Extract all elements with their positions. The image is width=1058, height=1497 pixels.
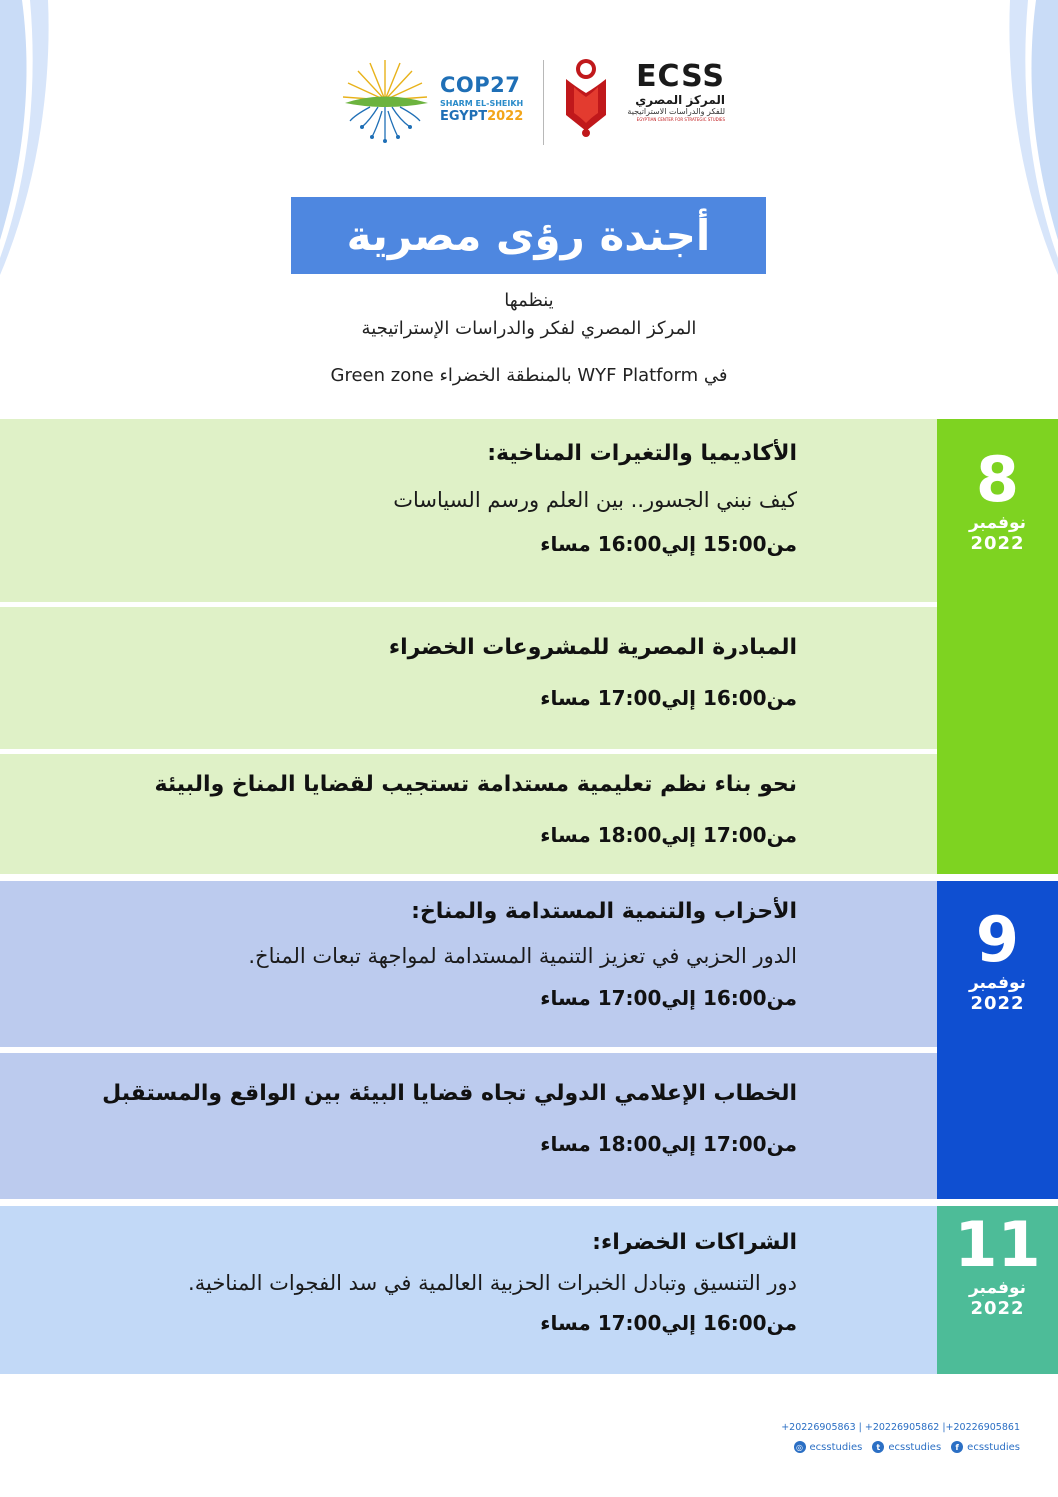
session-row [0, 881, 937, 1047]
session-subtitle: دور التنسيق وتبادل الخبرات الحزبية العالمية في سد الفجوات المناخية. [188, 1271, 797, 1295]
session-title: الأحزاب والتنمية المستدامة والمناخ: [411, 899, 797, 924]
session-row [0, 1053, 937, 1199]
date-badge-11 [937, 1206, 1058, 1374]
twitter-icon: t [872, 1441, 884, 1453]
day-block-11 [0, 1206, 1058, 1374]
footer-contact [720, 1422, 1020, 1453]
decorative-stripes-left [0, 0, 60, 275]
day-block-9 [0, 881, 1058, 1199]
cop27-wordmark [440, 73, 530, 124]
session [37, 772, 797, 847]
session-title: الشراكات الخضراء: [592, 1230, 797, 1255]
organizer-label: ينظمها [504, 290, 554, 311]
session [37, 1230, 797, 1335]
ecss-emblem-icon [562, 57, 610, 139]
cop27-title: COP27 [440, 73, 521, 97]
session [37, 441, 797, 556]
instagram-handle: ecsstudies [809, 1441, 863, 1453]
session-time: من17:00 إلي18:00 مساء [540, 823, 797, 847]
page-title: أجندة رؤى مصرية [291, 197, 766, 274]
day-block-8 [0, 419, 1058, 874]
session-time: من17:00 إلي18:00 مساء [540, 1132, 797, 1156]
session-title: نحو بناء نظم تعليمية مستدامة تستجيب لقضايا المناخ والبيئة [154, 772, 797, 797]
session-title: الخطاب الإعلامي الدولي تجاه قضايا البيئة بين الواقع والمستقبل [102, 1081, 797, 1106]
header-logos [340, 55, 725, 150]
date-day: 8 [975, 443, 1020, 516]
session-time: من16:00 إلي17:00 مساء [540, 1311, 797, 1335]
session-time: من16:00 إلي17:00 مساء [540, 986, 797, 1010]
ecss-name: ECSS [636, 59, 725, 94]
date-day: 11 [954, 1208, 1041, 1281]
facebook-handle: ecsstudies [967, 1441, 1020, 1453]
session-row [0, 1206, 937, 1374]
cop27-sun-logo [340, 55, 440, 150]
date-badge-8 [937, 419, 1058, 874]
instagram-icon: ◎ [794, 1441, 806, 1453]
ecss-wordmark [615, 61, 725, 122]
social-instagram[interactable] [794, 1441, 863, 1453]
decorative-stripes-right [998, 0, 1058, 275]
session-subtitle: الدور الحزبي في تعزيز التنمية المستدامة لمواجهة تبعات المناخ. [248, 944, 797, 968]
date-year: 2022 [970, 533, 1025, 554]
session [37, 635, 797, 710]
social-facebook[interactable] [951, 1441, 1020, 1453]
session-row [0, 754, 937, 874]
date-year: 2022 [970, 993, 1025, 1014]
organizer-name: المركز المصري لفكر والدراسات الإستراتيجية [361, 318, 697, 339]
session-subtitle: كيف نبني الجسور.. بين العلم ورسم السياسات [393, 488, 797, 512]
ecss-english-subtitle: EGYPTIAN CENTER FOR STRATEGIC STUDIES [636, 117, 725, 122]
social-links [720, 1441, 1020, 1453]
session [37, 1081, 797, 1156]
session-time: من15:00 إلي16:00 مساء [540, 532, 797, 556]
logo-divider [543, 60, 544, 145]
date-badge-9 [937, 881, 1058, 1199]
social-twitter[interactable] [872, 1441, 941, 1453]
session-row [0, 419, 937, 602]
date-day: 9 [975, 903, 1020, 976]
cop27-city: SHARM EL-SHEIKH [440, 99, 524, 108]
date-month: نوفمبر [968, 513, 1027, 533]
date-month: نوفمبر [968, 973, 1027, 993]
cop27-country: EGYPT2022 [440, 109, 524, 124]
date-year: 2022 [970, 1298, 1025, 1319]
ecss-arabic-subtitle: للفكر والدراسات الاستراتيجية [627, 107, 725, 116]
session-title: المبادرة المصرية للمشروعات الخضراء [388, 635, 797, 660]
twitter-handle: ecsstudies [888, 1441, 942, 1453]
venue-line: في WYF Platform بالمنطقة الخضراء Green zone [330, 365, 728, 386]
session-title: الأكاديميا والتغيرات المناخية: [487, 441, 797, 466]
session-row [0, 607, 937, 749]
session [37, 899, 797, 1010]
phone-numbers: +20226905863 | +20226905862 |+20226905861 [781, 1422, 1020, 1433]
facebook-icon: f [951, 1441, 963, 1453]
ecss-arabic-name: المركز المصري [635, 93, 725, 107]
session-time: من16:00 إلي17:00 مساء [540, 686, 797, 710]
date-month: نوفمبر [968, 1278, 1027, 1298]
